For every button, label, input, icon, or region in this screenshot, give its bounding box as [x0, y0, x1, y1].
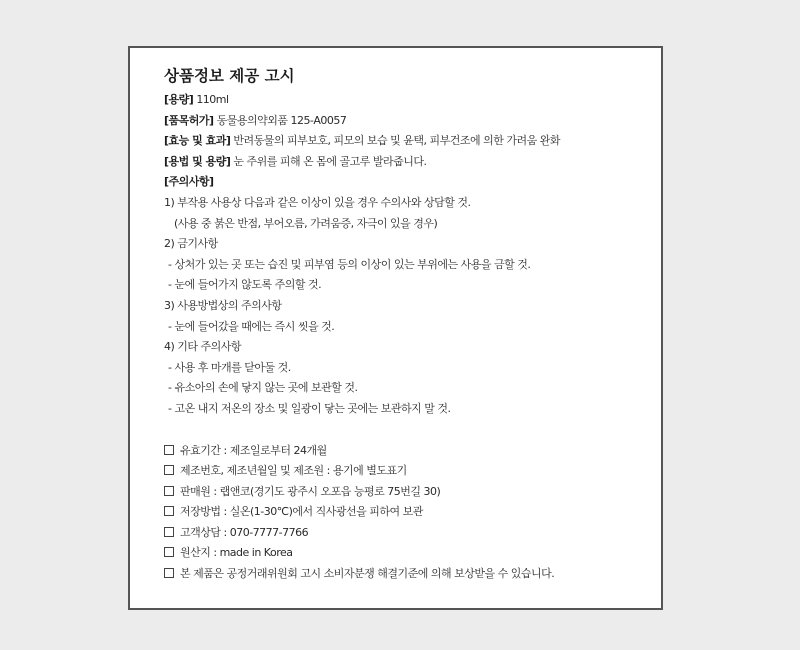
checklist-item [164, 441, 661, 462]
precaution-line: (사용 중 붉은 반점, 부어오름, 가려움증, 자극이 있을 경우) [174, 216, 438, 230]
field-value: 반려동물의 피부보호, 피모의 보습 및 윤택, 피부건조에 의한 가려움 완화 [233, 134, 560, 148]
checklist-item [164, 502, 661, 523]
checkbox-icon [164, 506, 174, 516]
precautions-heading [164, 172, 661, 193]
precaution-line: 3) 사용방법상의 주의사항 [164, 298, 282, 312]
field-effect [164, 131, 661, 152]
precautions-heading-label: [주의사항] [164, 175, 214, 189]
checklist-item [164, 523, 661, 544]
checklist-text: 판매원 : 랩앤코(경기도 광주시 오포읍 능평로 75번길 30) [180, 484, 441, 498]
checklist-item [164, 543, 661, 564]
precaution-line: - 고온 내지 저온의 장소 및 일광이 닿는 곳에는 보관하지 말 것. [168, 401, 451, 415]
checklist-text: 저장방법 : 실온(1-30℃)에서 직사광선을 피하여 보관 [180, 505, 423, 519]
section-spacer [164, 420, 661, 441]
checkbox-icon [164, 568, 174, 578]
field-usage [164, 152, 661, 173]
checklist-text: 원산지 : made in Korea [180, 546, 293, 560]
field-registration [164, 111, 661, 132]
product-info-notice [128, 46, 663, 610]
precaution-line: 2) 금기사항 [164, 237, 218, 251]
precaution-line: - 상처가 있는 곳 또는 습진 및 피부염 등의 이상이 있는 부위에는 사용을 금할 것. [168, 257, 531, 271]
precaution-line: 1) 부작용 사용상 다음과 같은 이상이 있을 경우 수의사와 상담할 것. [164, 195, 471, 209]
field-label: [효능 및 효과] [164, 134, 231, 148]
field-value: 눈 주위를 피해 온 몸에 골고루 발라줍니다. [233, 154, 427, 168]
field-label: [품목허가] [164, 113, 214, 127]
checklist-text: 유효기간 : 제조일로부터 24개월 [180, 443, 327, 457]
checklist-text: 본 제품은 공정거래위원회 고시 소비자분쟁 해결기준에 의해 보상받을 수 있습니다. [180, 567, 555, 581]
notice-title: 상품정보 제공 고시 [164, 67, 295, 85]
field-value: 110ml [196, 93, 229, 106]
precaution-line: - 유소아의 손에 닿지 않는 곳에 보관할 것. [168, 381, 358, 395]
checklist-text: 고객상담 : 070-7777-7766 [180, 525, 309, 539]
precaution-line: - 눈에 들어갔을 때에는 즉시 씻을 것. [168, 319, 335, 333]
field-label: [용법 및 용량] [164, 154, 231, 168]
checklist-text: 제조번호, 제조년월일 및 제조원 : 용기에 별도표기 [180, 464, 407, 478]
checkbox-icon [164, 527, 174, 537]
checkbox-icon [164, 547, 174, 557]
precaution-line: 4) 기타 주의사항 [164, 340, 242, 354]
precaution-line: - 눈에 들어가지 않도록 주의할 것. [168, 278, 322, 292]
checkbox-icon [164, 486, 174, 496]
field-label: [용량] [164, 93, 194, 106]
field-volume [164, 90, 661, 111]
checklist-item [164, 461, 661, 482]
checklist-item [164, 564, 661, 585]
precaution-line: - 사용 후 마개를 닫아둘 것. [168, 360, 291, 374]
checklist-item [164, 482, 661, 503]
checkbox-icon [164, 465, 174, 475]
field-value: 동물용의약외품 125-A0057 [216, 113, 347, 127]
checkbox-icon [164, 445, 174, 455]
